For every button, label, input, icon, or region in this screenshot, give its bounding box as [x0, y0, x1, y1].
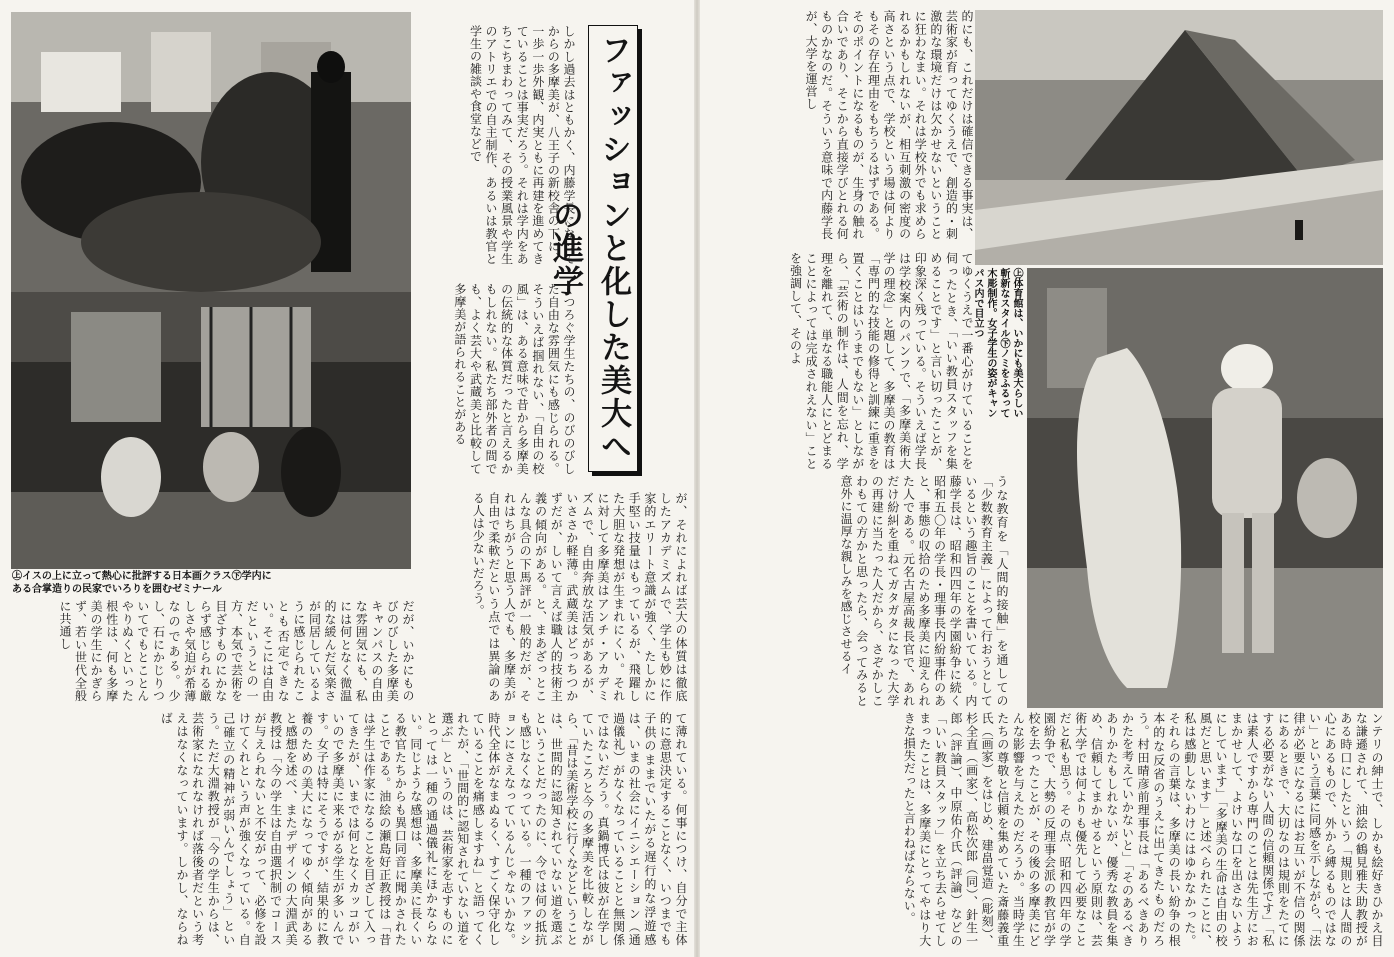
text-column: だが、いかにものびのびした多摩美キャンパスの自由な雰囲気にも、私には何となく微温的な緩んだ気楽さが同居しているように感じられたことも否定できない。そこには自由だというとの一方、本気で芸術を目ざすものにかならず感じられる厳しさや気迫が希薄なのである。少し、石にかじりついてでもとことんやりぬくといった根性は、何も多摩美の学生にかぎらず、若い世代全般に共通し [57, 600, 415, 702]
photo-art-class [11, 12, 411, 292]
photo-gymnasium-image [975, 10, 1383, 265]
photo-sculpture [1027, 268, 1383, 708]
text-column: くつろぐ学生たちの、のびのびした自由な雰囲気にも感じられる。そういえば掴れない、「自由の校風」は、ある意味で昔から多摩美の伝統的な体質だったと言えるかもしれない。私たち部外者の間でも、よく芸大や武蔵美と比較して多摩美が語られることがある [452, 283, 576, 475]
photo-sculpture-image [1027, 268, 1383, 708]
text-column: ンテリの紳士で、しかも絵好きひかえ目な謙遜されて、油絵の鶴見雅夫助教授がある時口にしたという「規則とは人間の心にあるもので、外から縛るものではない」という言葉に同感を示しながら、「法律が必要になるにはお互いが不信の関係にあるときで、大切なのは規則をたてにする必要がない人間の信頼関係です」「私は素人ですから専門のことは先生方におまかせして、よけいな口を出さないようにしています」「多摩美の生命は自由の校風だと思います」と述べられたことに、私は感動しないわけにはゆかなかった。それらの言葉は、多摩美の長い紛争の根本的な反省のうえに出てきたものだろう。村田晴彦前理事長は「あるべきありかたを考えていかないと」「そのあるべきありかたもしれないが、優秀な教員を集め、信頼してまかせるという原則は、芸術大学では何よりも優先して必要なことだと私も思う。その点、昭和四四年の学園紛争で、大勢の反理事会派の教官が学校を去ったことが、その後の多摩美にどんな影響を与えたのだろうか。当時学生たちの尊敬と信頼を集めていた斎藤義重氏（画家）をはじめ、建畠覚造（彫刻）、杉全直（画家）、高松次郎（同）、針生一郎（評論）、中原佑介氏（評論）などの「いい教員スタッフ」を立ち去らせてしまったことは、多摩美にとってやはり大きな損失だったと言わねばならない。 [902, 712, 1384, 947]
text-column: うな教育を「人間的接触」を通しての「少数教育主義」によって行おうとしているという趣旨のことを書いている。内藤学長は、昭和四四年の学園紛争に続く昭和五〇年の学長・理事長内紛事件のあと、事態の収拾のため多摩美に迎えられた人である。元名古屋高裁長官で、あれだけ紛糾を重ねてガタガタになった大学の再建に当たった人だから、さぞかしこわもての方かと思ったら、会ってみると意外に温厚な親しみを感じさせるイ [839, 475, 1009, 707]
article-title-box [547, 25, 638, 472]
photo-seminar [11, 292, 411, 569]
photo-caption-left: ㊤イスの上に立って熱心に批評する日本画クラス㊦学内にある合掌造りの民家でいろりを囲むゼミナール [12, 571, 272, 595]
text-column: てゆくうえで一番心がけていることを伺ったとき、「いい教員スタッフを集めることです」と言い切ったことが、印象深く残っている。そういえば学長は学校案内のパンフで、「多摩美術大学の理念」と題して、多摩美の教育は「専門的な技能の修得と訓練に重きを置くことはいうまでもない」としながら、「芸術の制作は、人間を忘れ、学理を離れて、単なる職能人にとどまることによっては完成されえない」ことを強調して、そのよ [788, 252, 974, 470]
photo-gymnasium [975, 10, 1383, 265]
photo-seminar-image [11, 292, 411, 569]
text-column: 的にも、これだけは確信できる事実は、芸術家が育ってゆくうえで、創造的・刺激的な環境だけは欠かせないということに狂わなまい。それは学校外でも求められるかもしれないが、相互刺激の密度の高さという点で、学校という場は何よりもその存在理由をもちうるはずである。そのポイントになるものが、生身の触れ合いであり、そこから直接学びとれる何ものかなのだ。そういう意味で内藤学長が、大学を運営し [804, 10, 974, 240]
photo-caption-right: ㊤体育館は、いかにも美大らしい斬新なスタイル㊦ノミをふるって木彫制作。女子学生の姿がキャンパス内で目立つ [972, 268, 1022, 418]
text-column: しかし過去はともかく、内藤学長になってからの多摩美が、八王子の新校舎の下に、一歩一歩外観、内実ともに再建を進めてきていることは事実だろう。それは学内をあちこちまわってみて、その授業風景や学生のアトリエでの自主制作、あるいは教官と学生の雑談や食堂などで [468, 25, 576, 265]
right-page [697, 0, 1394, 957]
text-column: が、それによれば芸大の体質は徹底したアカデミズムで、学生も妙に作家的エリート意識が強く、たしかに手堅い技量はもっているが、飛躍した大胆な発想が生まれにくい。それに対して多摩美はアンチ・アカデミズムで、自由奔放な活気があるが、いささか軽薄。武蔵美はどっちつかずだが、しいて言えば職人的技術主義の傾向がある。と、まあざっとこんな具合の下馬評が一般的だが、それはちがうと思う人でも、多摩美が自由で柔軟だという点では異論のある人は少ないだろう。 [471, 492, 688, 702]
article-title: ファッションと化した美大への進学 [547, 34, 631, 463]
photo-art-class-image [11, 12, 411, 292]
text-column: て薄れている。何事につけ、自分で主体的に意思決定することなく、いつまでも子供のままでいたがる遅行的な浮遊感は、いまの社会にイニシエーション（通過儀礼）がなくなっていることと無関係ではないだろう。真鍋博氏は彼が在学していたころと今の多摩美を比較しながら、「昔は美術学校に行くなどということは、世間的に認知されていない道を選ぶということだったのに、今では何の抵抗も感じなくなっている。一種のファッションにさえなっているんじゃないかな。時代全体がなまぬるく、すごく保守化していることを痛感しますね」と語ってくれたが、「世間的に認知されていない道を選ぶ」というのは、芸術家を志すものにとっては一種の通過儀礼にほかならない。同じような感想は、多摩美に長くいる教官たちからも異口同音に聞かされたことである。油絵の瀬島好正教授は「昔は学生は作家になることを目ざして入ってきたが、いまでは何となくカッコがいいので多摩美に来るがる学生が多いんです。女子は特にそうですが、結果的に教養のための美大になってゆく傾向があると感想を述べ、またデザインの大淵武美教授は「今の学生は自由選択制でコースが与えられないと不安がって、必修を設けてくれという声が強くなっている。自己確立の精神が弱いんでしょう」という。ただ大淵教授が「今の学生からは、芸術家になれなければ落後者だという考えはなくなっています。しかし、ならねば [159, 712, 688, 946]
